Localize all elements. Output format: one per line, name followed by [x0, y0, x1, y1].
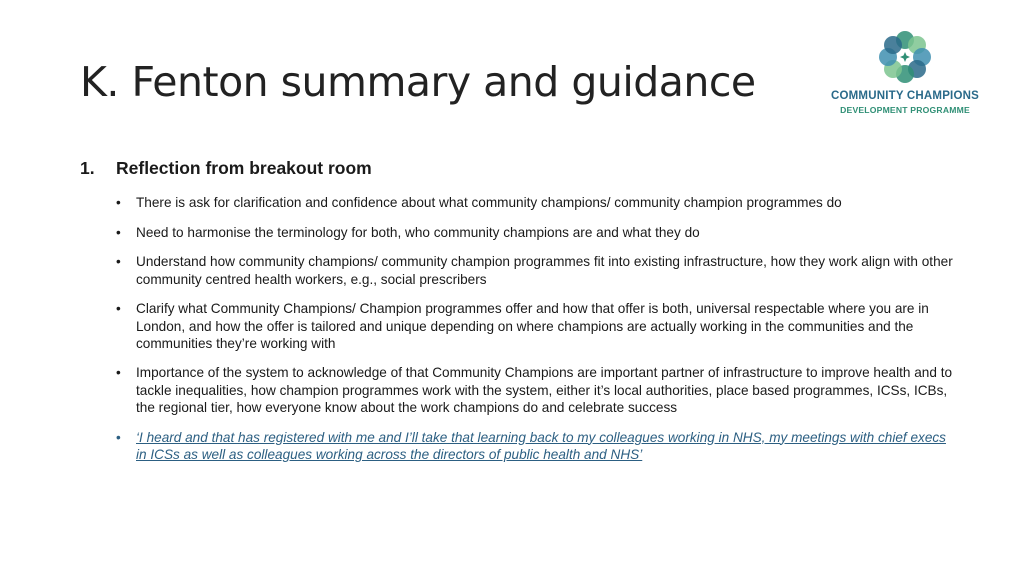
bullet-icon: •	[116, 365, 121, 381]
list-item	[116, 364, 960, 416]
section-number: 1.	[80, 158, 95, 178]
bullet-icon: •	[116, 195, 121, 210]
flower-emblem-icon	[876, 28, 934, 86]
bullet-icon: •	[116, 429, 121, 445]
logo-subtitle: DEVELOPMENT PROGRAMME	[840, 105, 970, 115]
section-heading-text: Reflection from breakout room	[116, 158, 372, 178]
quote-item[interactable]	[116, 429, 960, 463]
bullet-icon: •	[116, 254, 121, 270]
quote-link[interactable]: ‘I heard and that has registered with me and I’ll take that learning back to my colleagues working in NHS, my meetings with chief execs in ICSs as well as colleagues working across the directors of public health and NHS’	[136, 429, 946, 462]
community-champions-logo	[820, 28, 990, 120]
bullet-icon: •	[116, 224, 121, 240]
bullet-text: Clarify what Community Champions/ Champion programmes offer and how that offer is both, universal respectable where you are in London, and how the offer is tailored and unique depending on where champions are actually working in the communities and the communities they’re working with	[136, 301, 929, 351]
bullet-text: Need to harmonise the terminology for both, who community champions are and what they do	[136, 224, 700, 240]
reflection-section	[80, 158, 960, 475]
list-item	[116, 224, 960, 241]
bullet-list	[80, 194, 960, 463]
slide-title: K. Fenton summary and guidance	[80, 58, 756, 106]
bullet-text: There is ask for clarification and confidence about what community champions/ community champion programmes do	[136, 195, 842, 210]
logo-title: COMMUNITY CHAMPIONS	[831, 90, 979, 102]
section-heading	[80, 158, 960, 179]
list-item	[116, 253, 960, 287]
bullet-text: Understand how community champions/ community champion programmes fit into existing infrastructure, how they work align with other community centred health workers, e.g., social prescribers	[136, 254, 953, 287]
bullet-text: Importance of the system to acknowledge of that Community Champions are important partner of infrastructure to improve health and to tackle inequalities, how champion programmes work with the system, either it’s local authorities, place based programmes, ICSs, ICBs, the regional tier, how everyone know about the work champions do and celebrate success	[136, 365, 953, 415]
bullet-icon: •	[116, 301, 121, 317]
list-item	[116, 300, 960, 352]
list-item	[116, 194, 960, 211]
